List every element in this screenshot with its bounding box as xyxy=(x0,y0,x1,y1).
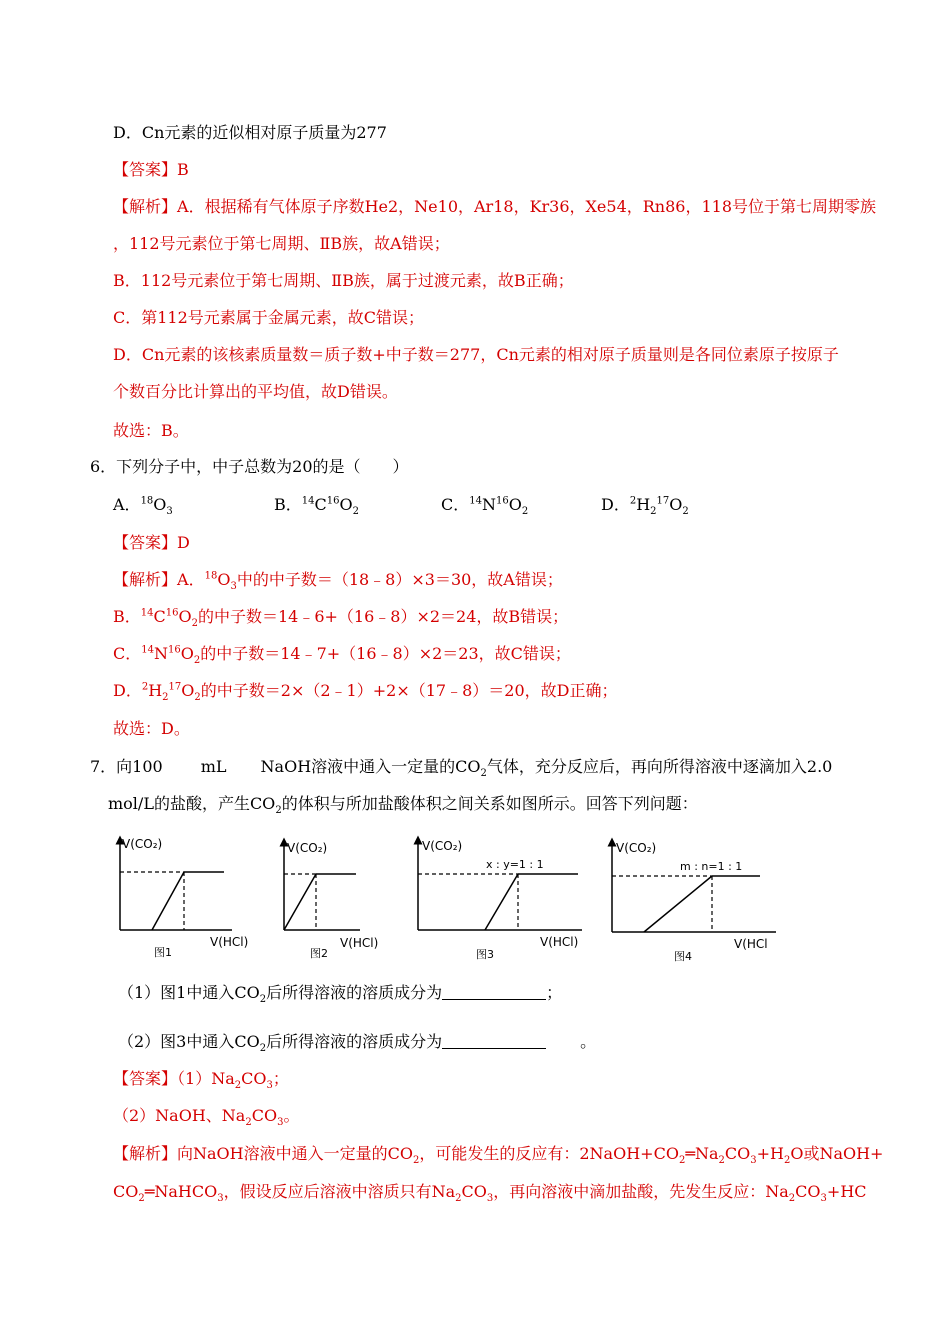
figure-2-y-label: V(CO₂) xyxy=(287,841,328,855)
explanation-label: 【解析】 xyxy=(113,197,178,216)
q6-option-c: C．$^{14}N^{16}O_2$ xyxy=(441,495,529,518)
q5-answer: 【答案】B xyxy=(113,160,189,179)
q5-option-d: D．Cn元素的近似相对原子质量为277 xyxy=(113,123,387,142)
q6-explanation-d: D．$^2H_2^{17}O_2$的中子数＝2×（2﹣1）+2×（17﹣8）＝20，故D正确； xyxy=(113,681,618,704)
q5-explanation-a-2: ，112号元素位于第七周期、ⅡB族，故A错误； xyxy=(113,234,450,253)
figure-4-y-label: V(CO₂) xyxy=(616,841,657,855)
q5-explanation-d-1: D．Cn元素的该核素质量数＝质子数+中子数＝277，Cn元素的相对原子质量则是各同位素原子按原子 xyxy=(113,345,839,364)
q7-figures xyxy=(100,830,790,970)
q6-explanation-a: 【解析】A．$^{18}O_3$中的中子数＝（18﹣8）×3＝30，故A错误； xyxy=(113,570,563,593)
q7-part-1: （1）图1中通入$CO_2$后所得溶液的溶质成分为 ； xyxy=(118,983,563,1006)
answer-blank-1[interactable] xyxy=(442,983,546,1000)
q5-explanation-b: B．112号元素位于第七周期、ⅡB族，属于过渡元素，故B正确； xyxy=(113,271,574,290)
answer-blank-2[interactable] xyxy=(442,1032,546,1049)
q6-explanation-c: C．$^{14}N^{16}O_2$的中子数＝14﹣7+（16﹣8）×2＝23，故C错误； xyxy=(113,644,571,667)
q7-answer-1: 【答案】$(1)Na_2CO_3$； xyxy=(113,1069,289,1092)
q6-answer: 【答案】D xyxy=(113,533,190,552)
figure-3 xyxy=(418,839,582,961)
figure-4 xyxy=(612,841,776,963)
figure-1-caption: 图1 xyxy=(154,946,172,959)
figure-2-caption: 图2 xyxy=(310,947,328,960)
figure-4-caption: 图4 xyxy=(674,950,692,963)
q7-stem-2: mol/L的盐酸，产生$CO_2$的体积与所加盐酸体积之间关系如图所示。回答下列问题： xyxy=(108,794,698,817)
figure-1-x-label: V(HCl) xyxy=(210,935,249,949)
figure-1 xyxy=(120,837,248,959)
q7-part-2: （2）图3中通入$CO_2$后所得溶液的溶质成分为 。 xyxy=(118,1032,597,1055)
q5-explanation-c: C．第112号元素属于金属元素，故C错误； xyxy=(113,308,425,327)
figure-2 xyxy=(284,841,378,960)
figure-3-note: x : y=1 : 1 xyxy=(486,858,544,871)
figure-3-x-label: V(HCl) xyxy=(540,935,579,949)
figure-3-caption: 图3 xyxy=(476,948,494,961)
q5-conclusion: 故选：B。 xyxy=(113,421,189,440)
q7-explanation-2: $CO_2═NaHCO_3$，假设反应后溶液中溶质只有$Na_2CO_3$，再向溶液中滴加盐酸，先发生反应：$Na_2CO_3+HC$ xyxy=(113,1182,867,1205)
figure-1-y-label: V(CO₂) xyxy=(122,837,163,851)
q7-answer-2: （2）NaOH、$Na_2CO_3$。 xyxy=(113,1106,300,1129)
figure-3-y-label: V(CO₂) xyxy=(422,839,463,853)
q6-explanation-b: B．$^{14}C^{16}O_2$的中子数＝14﹣6+（16﹣8）×2＝24，故B错误； xyxy=(113,607,569,630)
q6-option-a: A．$^{18}O_3$ xyxy=(113,495,173,518)
explanation-text: A．根据稀有气体原子序数He2，Ne10，Ar18，Kr36，Xe54，Rn86，118号位于第七周期零族 xyxy=(177,197,876,216)
q6-conclusion: 故选：D。 xyxy=(113,719,190,738)
q7-explanation-1: 【解析】向NaOH溶液中通入一定量的$CO_2$，可能发生的反应有：$2NaOH+CO_2═Na_2CO_3+H_2O$或NaOH+ xyxy=(113,1144,884,1167)
q7-stem-1: 7．向100 mL NaOH溶液中通入一定量的$CO_2$气体，充分反应后，再向所得溶液中逐滴加入2.0 xyxy=(90,757,833,780)
q6-stem: 6．下列分子中，中子总数为20的是（ ） xyxy=(90,457,409,476)
q5-explanation-d-2: 个数百分比计算出的平均值，故D错误。 xyxy=(113,382,398,401)
q6-option-b: B．$^{14}C^{16}O_2$ xyxy=(274,495,359,518)
q6-option-d: D．$^2H_2^{17}O_2$ xyxy=(601,495,689,518)
q5-explanation-a-1 xyxy=(113,196,876,218)
figure-4-x-label: V(HCl xyxy=(734,937,768,951)
figure-4-note: m : n=1 : 1 xyxy=(680,860,743,873)
figure-2-x-label: V(HCl) xyxy=(340,936,379,950)
